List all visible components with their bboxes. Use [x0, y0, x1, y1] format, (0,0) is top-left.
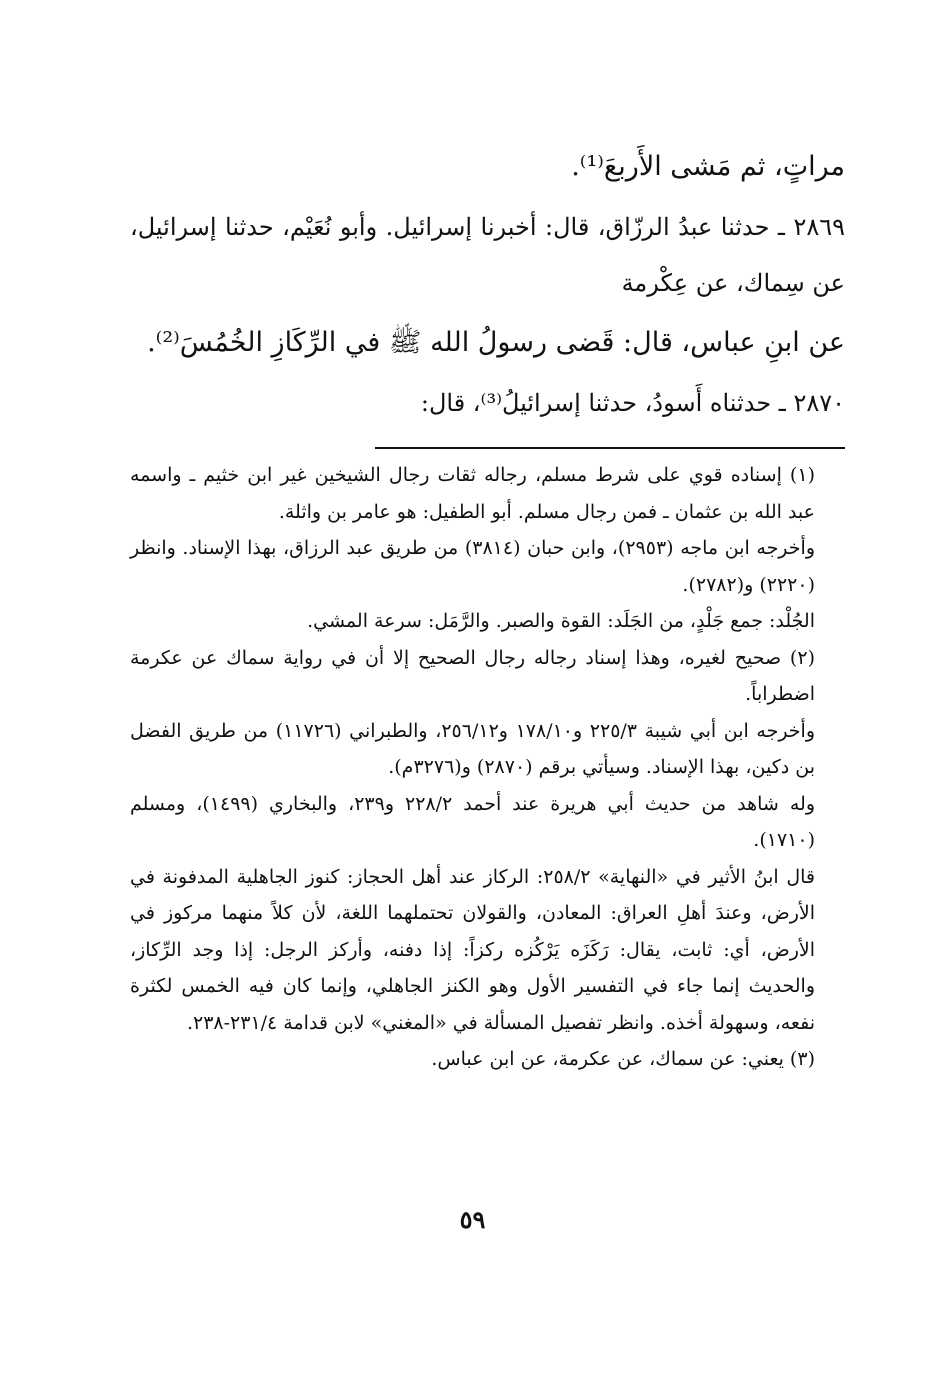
main-text: [130, 135, 845, 431]
footnotes: [130, 457, 845, 1078]
hadith-2869: ٢٨٦٩ ـ حدثنا عبدُ الرزّاق، قال: أخبرنا إسرائيل. وأبو نُعَيْم، حدثنا إسرائيل، عن سِماك، عن عِكْرمة: [130, 213, 845, 297]
main-line-1: مراتٍ، ثم مَشى الأَربعَ⁽¹⁾.: [571, 151, 845, 182]
footnote-2-takhrij: وأخرجه ابن أبي شيبة ٢٢٥/٣ و١٧٨/١٠ و٢٥٦/١٢، والطبراني (١١٧٢٦) من طريق الفضل بن دكين، بهذا الإسناد. وسيأتي برقم (٢٨٧٠) و(٣٢٧٦م).: [130, 719, 816, 778]
footnote-1: (١) إسناده قوي على شرط مسلم، رجاله ثقات رجال الشيخين غير ابن خثيم ـ واسمه عبد الله بن عثمان ـ فمن رجال مسلم. أبو الطفيل: هو عامر بن واثلة.: [130, 464, 815, 523]
footnote-1-gloss: الجُلْد: جمع جَلْدٍ، من الجَلَد: القوة والصبر. والرَّمَل: سرعة المشي.: [307, 610, 815, 632]
hadith-2870: ٢٨٧٠ ـ حدثناه أَسودُ، حدثنا إسرائيلُ⁽³⁾، قال:: [420, 389, 845, 417]
footnote-2: (٢) صحيح لغيره، وهذا إسناد رجاله رجال الصحيح إلا أن في رواية سماك عن عكرمة اضطراباً.: [130, 646, 815, 705]
page-body: [130, 135, 845, 1078]
footnote-2-gloss: قال ابنُ الأثير في «النهاية» ٢٥٨/٢: الركاز عند أهل الحجاز: كنوز الجاهلية المدفونة في الأرض، وعندَ أهلِ العراق: المعادن، والقولان تحتملهما اللغة، لأن كلاً منهما مركوز في الأرض، أي: ثابت، يقال: رَكَزَه يَرْكُزه ركزاً: إذا دفنه، وأركز الرجل: إذا وجد الرِّكاز، والحديث إنما جاء في التفسير الأول وهو الكنز الجاهلي، وإنما كان فيه الخمس لكثرة نفعه، وسهولة أخذه. وانظر تفصيل المسألة في «المغني» لابن قدامة ٢٣١/٤-٢٣٨.: [130, 865, 815, 1034]
hadith-2869-matn: عن ابنِ عباس، قال: قَضى رسولُ الله ﷺ في الرِّكَازِ الخُمُسَ⁽²⁾.: [147, 327, 845, 358]
footnote-2-shahid: وله شاهد من حديث أبي هريرة عند أحمد ٢٢٨/٢ و٢٣٩، والبخاري (١٤٩٩)، ومسلم (١٧١٠).: [130, 792, 815, 851]
footnote-1-takhrij: وأخرجه ابن ماجه (٢٩٥٣)، وابن حبان (٣٨١٤) من طريق عبد الرزاق، بهذا الإسناد. وانظر (٢٢٢٠) و(٢٧٨٢).: [130, 537, 815, 596]
footnote-separator: [375, 447, 845, 449]
page-number: ٥٩: [459, 1205, 486, 1234]
footnote-3: (٣) يعني: عن سماك، عن عكرمة، عن ابن عباس.: [431, 1048, 815, 1070]
